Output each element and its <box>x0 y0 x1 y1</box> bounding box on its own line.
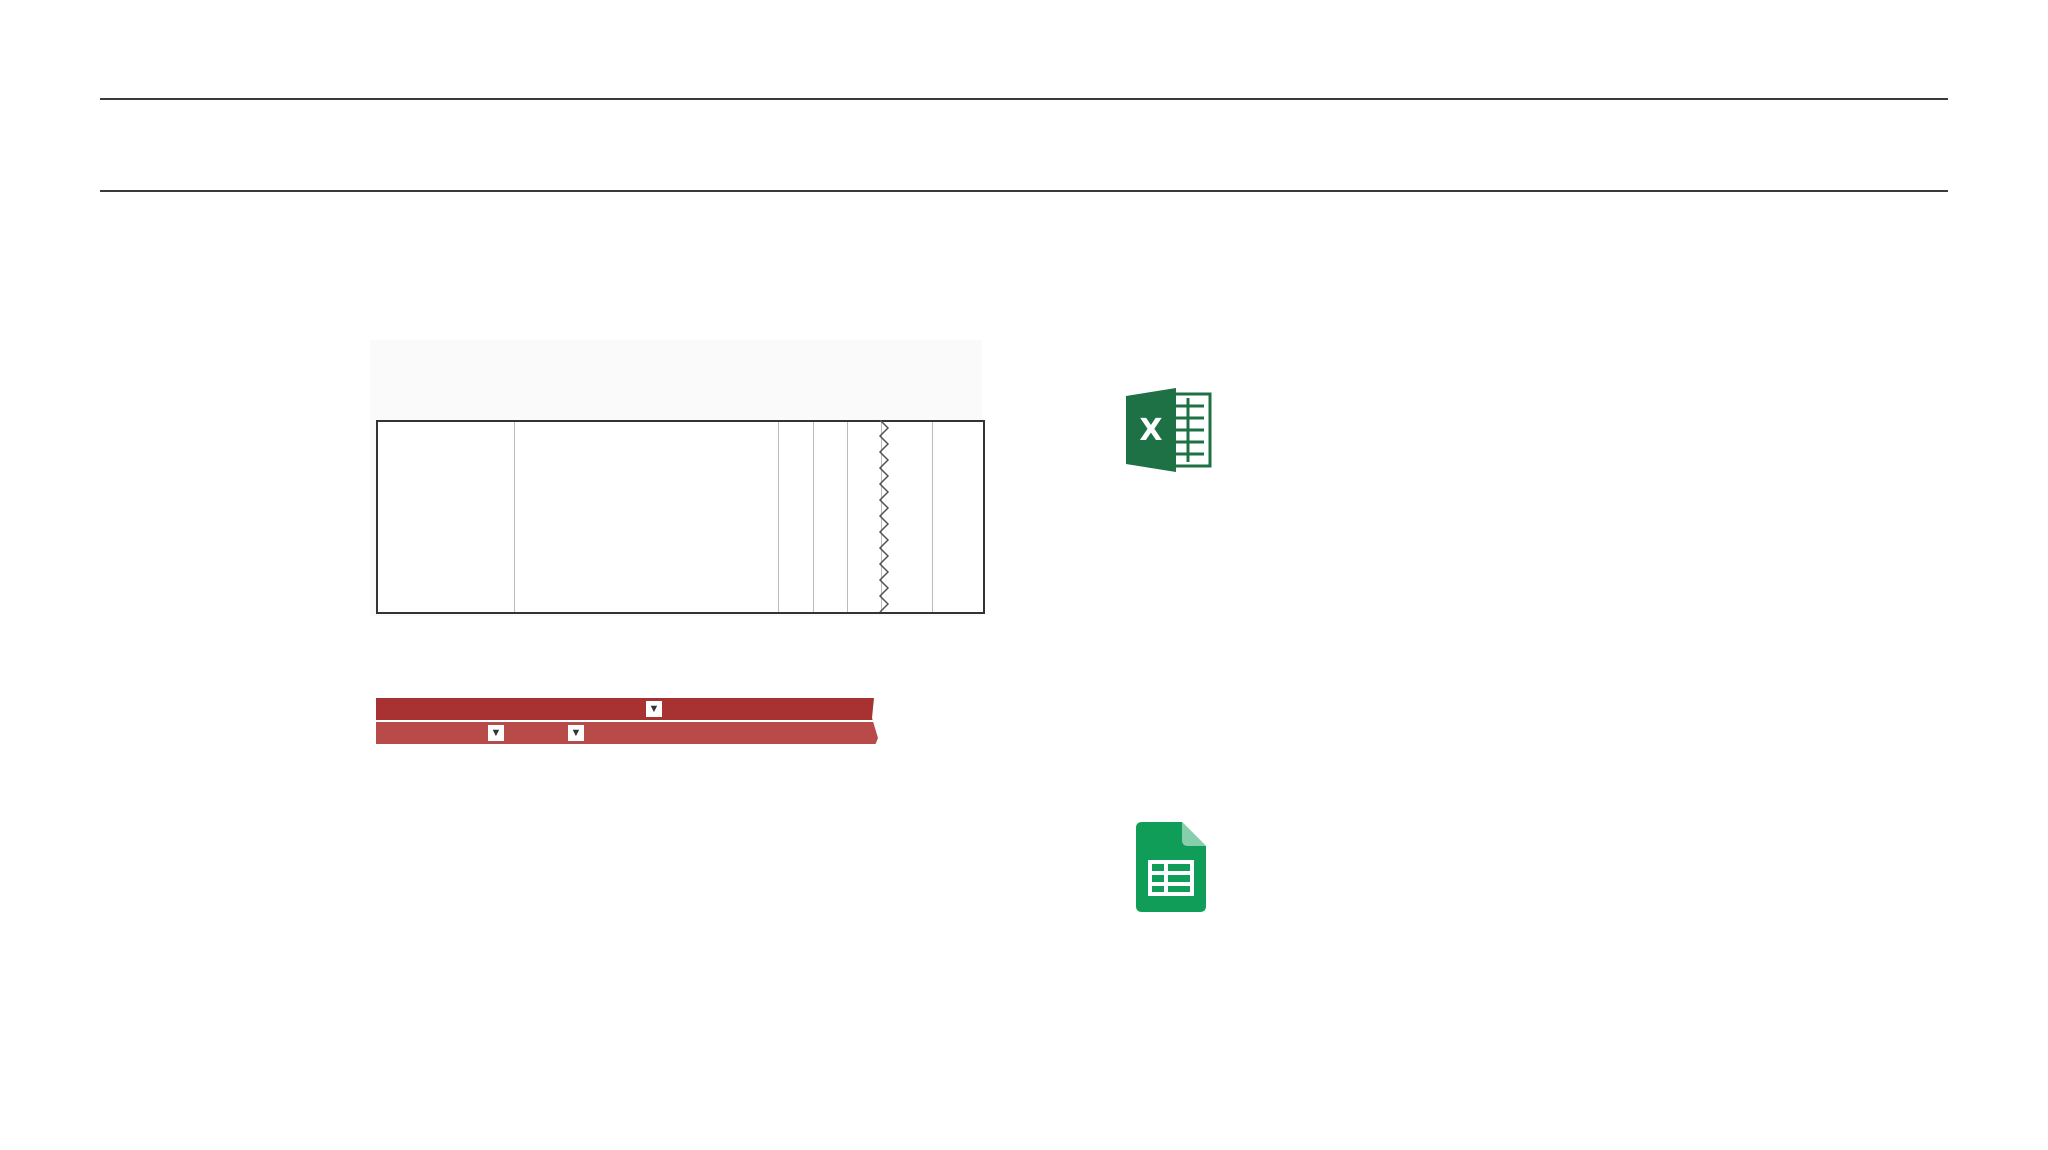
svg-text:X: X <box>1139 413 1163 448</box>
table-tear-edge <box>878 420 892 620</box>
google-sheets-icon <box>1136 822 1206 912</box>
header-rule <box>100 190 1948 192</box>
top-rule <box>100 98 1948 100</box>
region-filter-dropdown[interactable]: ▼ <box>568 725 584 741</box>
tasks-header-row <box>378 422 983 449</box>
col-w1 <box>780 422 810 449</box>
pivot-tear-edge <box>864 698 894 1058</box>
excel-icon <box>1126 388 1214 472</box>
col-w2 <box>815 422 845 449</box>
tasks-sparkline-table <box>370 340 982 616</box>
col-w3 <box>849 422 879 449</box>
pivot-sparkline-table <box>376 698 886 1058</box>
col-w25 <box>888 422 928 449</box>
pivot-header-row <box>376 698 886 720</box>
tasks-grid <box>376 420 985 614</box>
pivot-subheader-row <box>376 722 886 744</box>
month-filter-dropdown[interactable]: ▼ <box>646 701 662 717</box>
col-w26 <box>934 422 977 449</box>
salesman-filter-dropdown[interactable]: ▼ <box>488 725 504 741</box>
